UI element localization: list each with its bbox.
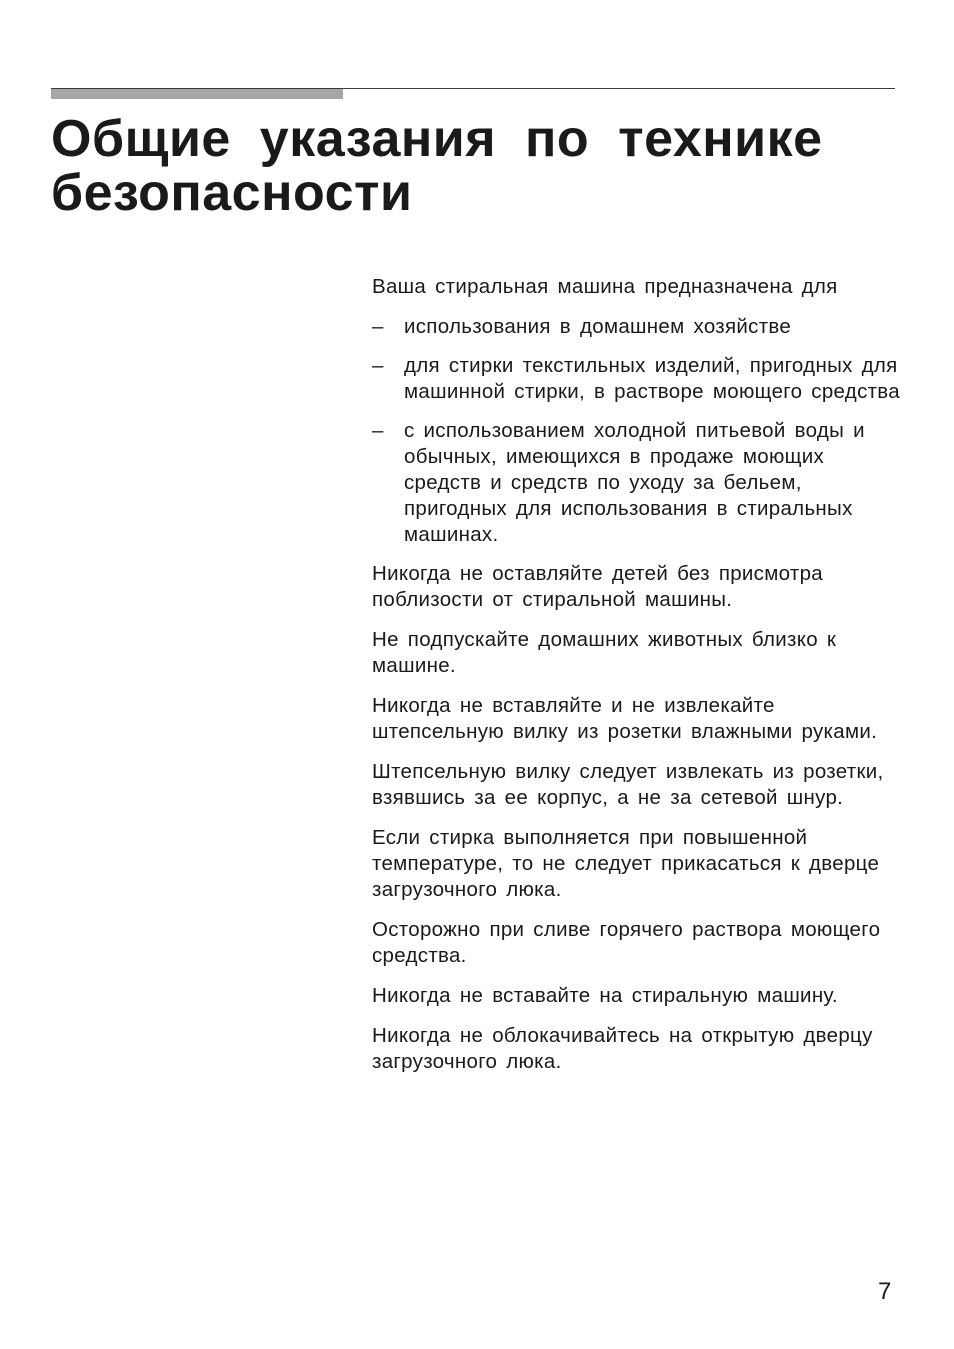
- list-item-text: с использованием холодной питьевой воды и обычных, имеющихся в продаже моющих средств и средств по уходу за бельем, пригодных для использования в стиральных машинах.: [404, 419, 865, 546]
- page-number: 7: [878, 1278, 892, 1305]
- list-item-text: для стирки текстильных изделий, пригодных для машинной стирки, в растворе моющего средства: [404, 354, 900, 403]
- page-title: [51, 112, 901, 220]
- list-dash: –: [372, 354, 384, 377]
- safety-paragraph: Никогда не оставляйте детей без присмотра поблизости от стиральной машины.: [372, 562, 823, 611]
- safety-paragraph: Не подпускайте домашних животных близко к машине.: [372, 628, 837, 677]
- list-item: [372, 353, 902, 405]
- list-item: [372, 314, 902, 340]
- page-title-line-2: безопасности: [51, 164, 413, 222]
- list-item: [372, 418, 902, 548]
- list-dash: –: [372, 315, 384, 338]
- list-dash: –: [372, 419, 384, 442]
- safety-paragraph: Никогда не вставайте на стиральную машину.: [372, 984, 838, 1007]
- safety-paragraph: Осторожно при сливе горячего раствора моющего средства.: [372, 918, 881, 967]
- safety-paragraph: Штепсельную вилку следует извлекать из розетки, взявшись за ее корпус, а не за сетевой шнур.: [372, 760, 884, 809]
- page-title-line-1: Общие указания по технике: [51, 110, 823, 168]
- usage-list: [372, 314, 902, 548]
- safety-instructions: [372, 274, 902, 1089]
- header-rule-bar: [51, 89, 343, 99]
- list-item-text: использования в домашнем хозяйстве: [404, 315, 792, 338]
- safety-paragraph: Никогда не вставляйте и не извлекайте штепсельную вилку из розетки влажными руками.: [372, 694, 878, 743]
- safety-paragraph: Если стирка выполняется при повышенной температуре, то не следует прикасаться к дверце загрузочного люка.: [372, 826, 880, 901]
- safety-paragraph: Никогда не облокачивайтесь на открытую дверцу загрузочного люка.: [372, 1024, 873, 1073]
- intro-paragraph: Ваша стиральная машина предназначена для: [372, 275, 838, 298]
